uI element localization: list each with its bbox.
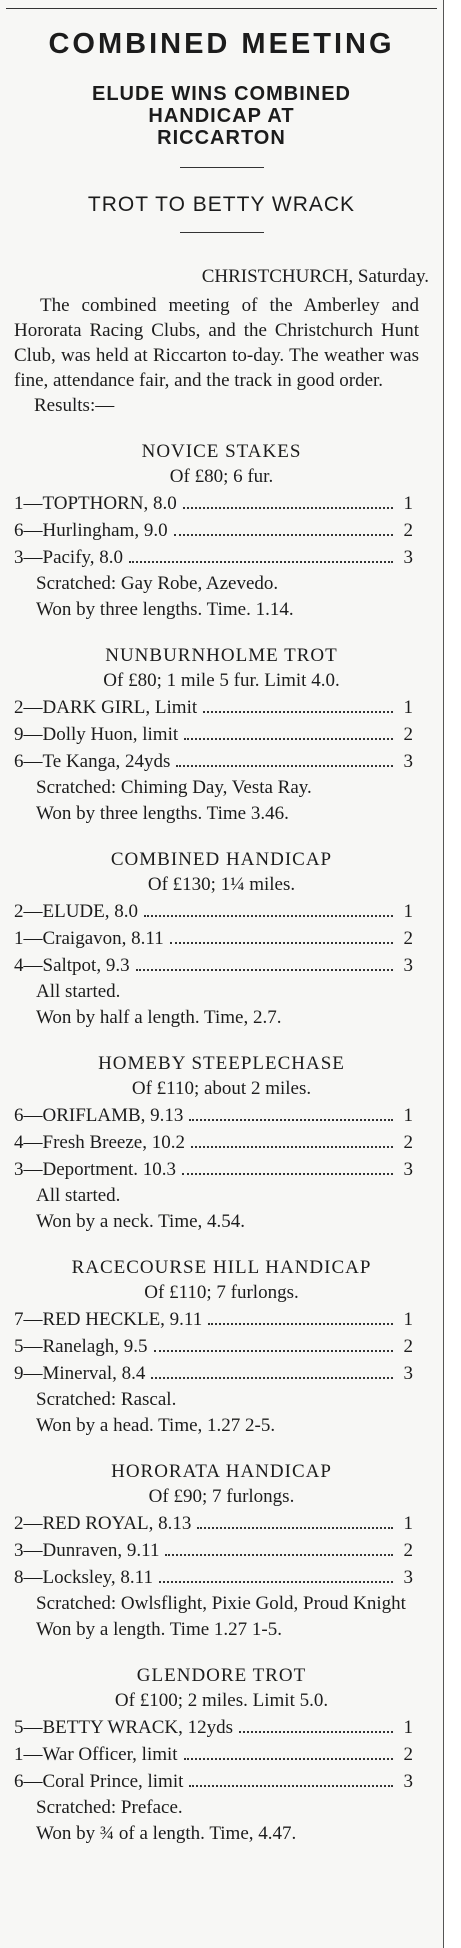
intro-paragraph: The combined meeting of the Amberley and Hororata Racing Clubs, and the Christchurch Hunt Club, was held at Riccarton to-day. The weather was fine, attendance fair, and the track in good order. bbox=[14, 295, 419, 391]
result-row bbox=[0, 900, 443, 924]
results-label: Results:— bbox=[34, 395, 115, 416]
divider-rule bbox=[180, 167, 264, 168]
result-row bbox=[0, 927, 443, 951]
horse-entry: 2—ELUDE, 8.0 bbox=[14, 901, 139, 922]
race-conditions: Of £80; 6 fur. bbox=[169, 466, 274, 487]
race-conditions: Of £110; about 2 miles. bbox=[131, 1078, 312, 1099]
result-row bbox=[0, 1335, 443, 1359]
race-conditions: Of £90; 7 furlongs. bbox=[148, 1486, 295, 1507]
subheadline-line: RICCARTON bbox=[157, 127, 286, 149]
horse-entry: 1—Craigavon, 8.11 bbox=[14, 928, 164, 949]
result-row bbox=[0, 723, 443, 747]
finishing-place: 3 bbox=[403, 751, 413, 772]
finishing-place: 1 bbox=[403, 1309, 413, 1330]
finishing-place: 3 bbox=[403, 547, 413, 568]
finishing-place: 2 bbox=[403, 1132, 413, 1153]
dot-leader bbox=[184, 738, 393, 740]
race-note: Won by ¾ of a length. Time, 4.47. bbox=[36, 1823, 297, 1844]
dot-leader bbox=[203, 711, 393, 713]
result-row bbox=[0, 1770, 443, 1794]
race-conditions: Of £100; 2 miles. Limit 5.0. bbox=[114, 1690, 329, 1711]
result-row bbox=[0, 1566, 443, 1590]
dot-leader bbox=[183, 507, 393, 509]
dot-leader bbox=[144, 915, 393, 917]
result-row bbox=[0, 546, 443, 570]
dot-leader bbox=[189, 1119, 393, 1121]
result-row bbox=[0, 750, 443, 774]
result-row bbox=[0, 492, 443, 516]
finishing-place: 3 bbox=[403, 955, 413, 976]
finishing-place: 3 bbox=[403, 1567, 413, 1588]
result-row bbox=[0, 1131, 443, 1155]
result-row bbox=[0, 1716, 443, 1740]
horse-entry: 5—Ranelagh, 9.5 bbox=[14, 1336, 148, 1357]
horse-entry: 1—War Officer, limit bbox=[14, 1744, 178, 1765]
result-row bbox=[0, 954, 443, 978]
dot-leader bbox=[129, 561, 393, 563]
horse-entry: 9—Minerval, 8.4 bbox=[14, 1363, 146, 1384]
dot-leader bbox=[151, 1377, 393, 1379]
horse-entry: 4—Fresh Breeze, 10.2 bbox=[14, 1132, 185, 1153]
finishing-place: 1 bbox=[403, 697, 413, 718]
horse-entry: 7—RED HECKLE, 9.11 bbox=[14, 1309, 203, 1330]
race-section bbox=[0, 1664, 443, 1846]
result-row bbox=[0, 1308, 443, 1332]
finishing-place: 2 bbox=[403, 1540, 413, 1561]
dot-leader bbox=[189, 1785, 393, 1787]
race-section bbox=[0, 1052, 443, 1234]
dot-leader bbox=[136, 969, 393, 971]
race-note: Scratched: Gay Robe, Azevedo. bbox=[36, 573, 279, 594]
horse-entry: 9—Dolly Huon, limit bbox=[14, 724, 179, 745]
race-note: Won by a neck. Time, 4.54. bbox=[36, 1211, 246, 1232]
finishing-place: 1 bbox=[403, 493, 413, 514]
secondary-headline: TROT TO BETTY WRACK bbox=[87, 193, 356, 216]
race-conditions: Of £130; 1¼ miles. bbox=[147, 874, 296, 895]
result-row bbox=[0, 1362, 443, 1386]
race-note: Won by a head. Time, 1.27 2-5. bbox=[36, 1415, 276, 1436]
race-conditions: Of £80; 1 mile 5 fur. Limit 4.0. bbox=[103, 670, 340, 691]
top-rule bbox=[6, 0, 437, 9]
horse-entry: 3—Dunraven, 9.11 bbox=[14, 1540, 160, 1561]
horse-entry: 5—BETTY WRACK, 12yds bbox=[14, 1717, 234, 1738]
race-section bbox=[0, 848, 443, 1030]
dot-leader bbox=[208, 1323, 393, 1325]
result-row bbox=[0, 696, 443, 720]
race-section bbox=[0, 1460, 443, 1642]
dot-leader bbox=[174, 534, 393, 536]
horse-entry: 2—RED ROYAL, 8.13 bbox=[14, 1513, 192, 1534]
finishing-place: 1 bbox=[403, 1717, 413, 1738]
race-title: GLENDORE TROT bbox=[136, 1665, 307, 1686]
horse-entry: 3—Pacify, 8.0 bbox=[14, 547, 124, 568]
horse-entry: 1—TOPTHORN, 8.0 bbox=[14, 493, 177, 514]
race-results-list bbox=[0, 440, 443, 1846]
finishing-place: 2 bbox=[403, 928, 413, 949]
race-note: Won by three lengths. Time. 1.14. bbox=[36, 599, 294, 620]
race-title: NUNBURNHOLME TROT bbox=[105, 645, 338, 666]
race-note: Scratched: Chiming Day, Vesta Ray. bbox=[36, 777, 312, 798]
dot-leader bbox=[191, 1146, 393, 1148]
dateline: CHRISTCHURCH, Saturday. bbox=[201, 266, 429, 287]
horse-entry: 2—DARK GIRL, Limit bbox=[14, 697, 198, 718]
race-note: Won by half a length. Time, 2.7. bbox=[36, 1007, 282, 1028]
finishing-place: 3 bbox=[403, 1363, 413, 1384]
race-title: HORORATA HANDICAP bbox=[111, 1461, 332, 1482]
scratched-note: Scratched: Owlsflight, Pixie Gold, Proud Knight bbox=[36, 1593, 406, 1614]
horse-entry: 3—Deportment. 10.3 bbox=[14, 1159, 177, 1180]
horse-entry: 6—Te Kanga, 24yds bbox=[14, 751, 171, 772]
result-row bbox=[0, 1512, 443, 1536]
horse-entry: 6—Hurlingham, 9.0 bbox=[14, 520, 168, 541]
result-row bbox=[0, 519, 443, 543]
divider-rule bbox=[180, 232, 264, 233]
headline: COMBINED MEETING bbox=[48, 28, 395, 60]
horse-entry: 6—Coral Prince, limit bbox=[14, 1771, 184, 1792]
finishing-place: 2 bbox=[403, 520, 413, 541]
horse-entry: 4—Saltpot, 9.3 bbox=[14, 955, 130, 976]
subheadline bbox=[0, 83, 443, 149]
race-section bbox=[0, 1256, 443, 1438]
finishing-place: 1 bbox=[403, 901, 413, 922]
subheadline-line: HANDICAP AT bbox=[148, 105, 295, 127]
race-note: Scratched: Preface. bbox=[36, 1797, 183, 1818]
finishing-place: 2 bbox=[403, 1744, 413, 1765]
finishing-place: 1 bbox=[403, 1105, 413, 1126]
finishing-place: 3 bbox=[403, 1771, 413, 1792]
subheadline-line: ELUDE WINS COMBINED bbox=[92, 83, 351, 105]
result-row bbox=[0, 1158, 443, 1182]
race-title: HOMEBY STEEPLECHASE bbox=[98, 1053, 345, 1074]
race-title: COMBINED HANDICAP bbox=[110, 849, 333, 870]
race-note: Won by three lengths. Time 3.46. bbox=[36, 803, 289, 824]
horse-entry: 8—Locksley, 8.11 bbox=[14, 1567, 153, 1588]
horse-entry: 6—ORIFLAMB, 9.13 bbox=[14, 1105, 184, 1126]
dot-leader bbox=[197, 1527, 393, 1529]
finishing-place: 3 bbox=[403, 1159, 413, 1180]
race-title: RACECOURSE HILL HANDICAP bbox=[71, 1257, 372, 1278]
dot-leader bbox=[154, 1350, 393, 1352]
finishing-place: 1 bbox=[403, 1513, 413, 1534]
result-row bbox=[0, 1104, 443, 1128]
race-conditions: Of £110; 7 furlongs. bbox=[144, 1282, 299, 1303]
finishing-place: 2 bbox=[403, 1336, 413, 1357]
race-note: Won by a length. Time 1.27 1-5. bbox=[36, 1619, 282, 1640]
finishing-place: 2 bbox=[403, 724, 413, 745]
race-section bbox=[0, 440, 443, 622]
dot-leader bbox=[239, 1731, 393, 1733]
race-note: All started. bbox=[36, 981, 121, 1002]
dot-leader bbox=[170, 942, 393, 944]
race-section bbox=[0, 644, 443, 826]
dot-leader bbox=[182, 1173, 393, 1175]
dot-leader bbox=[184, 1758, 393, 1760]
dot-leader bbox=[159, 1581, 393, 1583]
race-note: Scratched: Rascal. bbox=[36, 1389, 177, 1410]
race-title: NOVICE STAKES bbox=[141, 441, 302, 462]
dot-leader bbox=[176, 765, 393, 767]
result-row bbox=[0, 1539, 443, 1563]
dot-leader bbox=[165, 1554, 393, 1556]
result-row bbox=[0, 1743, 443, 1767]
race-note: All started. bbox=[36, 1185, 121, 1206]
